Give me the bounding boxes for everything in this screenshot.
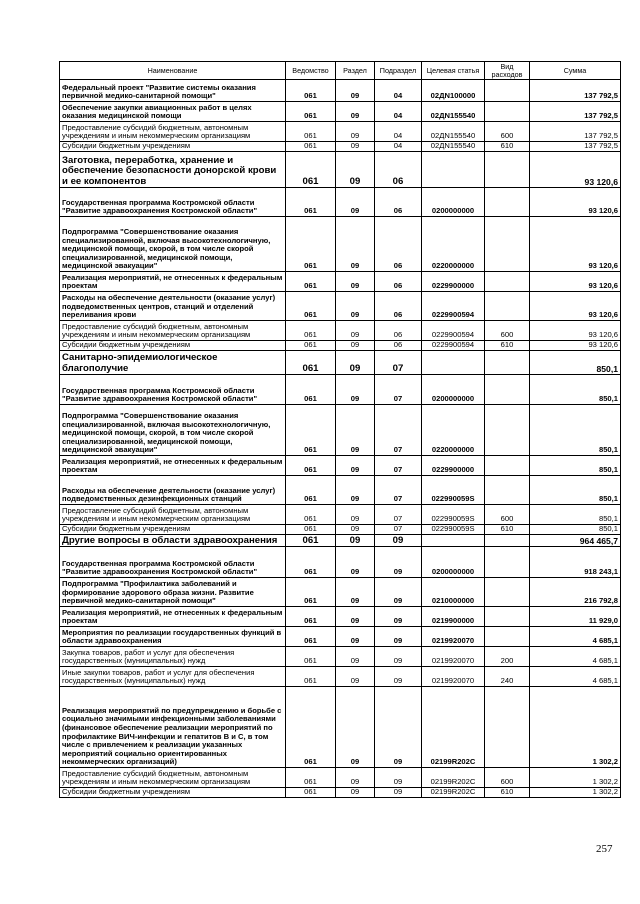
header-vedomstvo: Ведомство [286, 62, 336, 80]
cell-celevaya-statya: 0219900000 [422, 607, 485, 627]
cell-vedomstvo: 061 [286, 578, 336, 607]
cell-razdel: 09 [336, 505, 375, 525]
cell-vid-rashodov [485, 627, 530, 647]
header-razdel: Раздел [336, 62, 375, 80]
cell-celevaya-statya: 0219920070 [422, 647, 485, 667]
cell-razdel: 09 [336, 476, 375, 505]
cell-vid-rashodov [485, 80, 530, 102]
cell-vid-rashodov: 600 [485, 321, 530, 341]
cell-vid-rashodov [485, 578, 530, 607]
cell-vid-rashodov [485, 375, 530, 405]
cell-vedomstvo: 061 [286, 142, 336, 152]
cell-vid-rashodov: 610 [485, 788, 530, 798]
cell-celevaya-statya: 02199R202C [422, 768, 485, 788]
cell-vedomstvo: 061 [286, 667, 336, 687]
header-summa: Сумма [530, 62, 621, 80]
cell-summa: 850,1 [530, 375, 621, 405]
cell-vid-rashodov: 600 [485, 768, 530, 788]
cell-podrazdel: 07 [375, 505, 422, 525]
cell-razdel: 09 [336, 152, 375, 188]
cell-name: Реализация мероприятий, не отнесенных к федеральным проектам [60, 607, 286, 627]
cell-razdel: 09 [336, 627, 375, 647]
cell-name: Мероприятия по реализации государственных функций в области здравоохранения [60, 627, 286, 647]
cell-vedomstvo: 061 [286, 547, 336, 578]
cell-vedomstvo: 061 [286, 102, 336, 122]
cell-name: Обеспечение закупки авиационных работ в целях оказания медицинской помощи [60, 102, 286, 122]
cell-podrazdel: 06 [375, 152, 422, 188]
cell-celevaya-statya: 0210000000 [422, 578, 485, 607]
cell-vid-rashodov: 610 [485, 525, 530, 535]
cell-vid-rashodov [485, 476, 530, 505]
cell-summa: 11 929,0 [530, 607, 621, 627]
cell-podrazdel: 07 [375, 476, 422, 505]
cell-summa: 93 120,6 [530, 217, 621, 272]
cell-celevaya-statya: 02199R202C [422, 687, 485, 768]
cell-summa: 93 120,6 [530, 188, 621, 217]
cell-vedomstvo: 061 [286, 152, 336, 188]
cell-vedomstvo: 061 [286, 217, 336, 272]
cell-name: Расходы на обеспечение деятельности (оказание услуг) подведомственных дезинфекционных станций [60, 476, 286, 505]
cell-celevaya-statya [422, 351, 485, 375]
cell-name: Государственная программа Костромской области "Развитие здравоохранения Костромской области" [60, 375, 286, 405]
cell-vid-rashodov [485, 102, 530, 122]
cell-summa: 1 302,2 [530, 788, 621, 798]
cell-vedomstvo: 061 [286, 122, 336, 142]
cell-name: Государственная программа Костромской области "Развитие здравоохранения Костромской области" [60, 547, 286, 578]
cell-vid-rashodov: 600 [485, 505, 530, 525]
cell-name: Субсидии бюджетным учреждениям [60, 525, 286, 535]
table-row [60, 217, 621, 272]
table-row [60, 341, 621, 351]
header-podrazdel: Подраздел [375, 62, 422, 80]
cell-podrazdel: 07 [375, 456, 422, 476]
cell-celevaya-statya: 022990059S [422, 476, 485, 505]
cell-podrazdel: 09 [375, 627, 422, 647]
cell-summa: 93 120,6 [530, 152, 621, 188]
table-row [60, 505, 621, 525]
cell-name: Реализация мероприятий по предупреждению и борьбе с социально значимыми инфекционными заболеваниями (финансовое обеспечение реализации мероприятий по профилактике ВИЧ-инфекции и гепатитов В и С, в том числе с привлечением к реализации указанных мероприятий социально ориентированных некоммерческих организаций) [60, 687, 286, 768]
cell-razdel: 09 [336, 122, 375, 142]
table-row [60, 80, 621, 102]
cell-podrazdel: 07 [375, 525, 422, 535]
cell-celevaya-statya: 02ДN100000 [422, 80, 485, 102]
table-row [60, 405, 621, 456]
cell-podrazdel: 09 [375, 535, 422, 547]
cell-razdel: 09 [336, 102, 375, 122]
cell-vid-rashodov [485, 188, 530, 217]
cell-razdel: 09 [336, 578, 375, 607]
cell-podrazdel: 09 [375, 667, 422, 687]
cell-celevaya-statya: 02ДN155540 [422, 102, 485, 122]
cell-razdel: 09 [336, 768, 375, 788]
cell-name: Предоставление субсидий бюджетным, автономным учреждениям и иным некоммерческим организациям [60, 768, 286, 788]
cell-vid-rashodov: 240 [485, 667, 530, 687]
cell-celevaya-statya: 0219920070 [422, 667, 485, 687]
table-row [60, 102, 621, 122]
cell-celevaya-statya: 02ДN155540 [422, 142, 485, 152]
cell-name: Реализация мероприятий, не отнесенных к федеральным проектам [60, 272, 286, 292]
cell-name: Предоставление субсидий бюджетным, автономным учреждениям и иным некоммерческим организациям [60, 505, 286, 525]
cell-podrazdel: 06 [375, 217, 422, 272]
table-row [60, 456, 621, 476]
cell-name: Реализация мероприятий, не отнесенных к федеральным проектам [60, 456, 286, 476]
cell-celevaya-statya: 0200000000 [422, 547, 485, 578]
cell-vedomstvo: 061 [286, 188, 336, 217]
cell-celevaya-statya: 0219920070 [422, 627, 485, 647]
table-row [60, 667, 621, 687]
cell-vedomstvo: 061 [286, 272, 336, 292]
cell-vedomstvo: 061 [286, 505, 336, 525]
cell-celevaya-statya: 022990059S [422, 525, 485, 535]
cell-name: Санитарно-эпидемиологическое благополучие [60, 351, 286, 375]
table-row [60, 122, 621, 142]
table-row [60, 547, 621, 578]
cell-name: Субсидии бюджетным учреждениям [60, 142, 286, 152]
cell-vedomstvo: 061 [286, 647, 336, 667]
cell-razdel: 09 [336, 456, 375, 476]
cell-vedomstvo: 061 [286, 687, 336, 768]
cell-vid-rashodov [485, 152, 530, 188]
cell-razdel: 09 [336, 142, 375, 152]
cell-celevaya-statya: 0229900000 [422, 272, 485, 292]
cell-summa: 964 465,7 [530, 535, 621, 547]
cell-podrazdel: 07 [375, 351, 422, 375]
cell-podrazdel: 04 [375, 122, 422, 142]
table-row [60, 535, 621, 547]
table-row [60, 607, 621, 627]
table-row [60, 152, 621, 188]
cell-celevaya-statya: 0220000000 [422, 217, 485, 272]
table-body [60, 80, 621, 798]
header-vid-rashodov: Вид расходов [485, 62, 530, 80]
cell-summa: 137 792,5 [530, 80, 621, 102]
cell-vid-rashodov [485, 607, 530, 627]
cell-podrazdel: 09 [375, 578, 422, 607]
cell-vedomstvo: 061 [286, 292, 336, 321]
cell-celevaya-statya: 0229900000 [422, 456, 485, 476]
table-row [60, 687, 621, 768]
cell-razdel: 09 [336, 80, 375, 102]
cell-summa: 4 685,1 [530, 627, 621, 647]
cell-podrazdel: 06 [375, 321, 422, 341]
cell-summa: 850,1 [530, 476, 621, 505]
cell-razdel: 09 [336, 292, 375, 321]
cell-vid-rashodov: 600 [485, 122, 530, 142]
cell-summa: 137 792,5 [530, 122, 621, 142]
cell-celevaya-statya [422, 152, 485, 188]
cell-razdel: 09 [336, 607, 375, 627]
budget-table [59, 61, 621, 798]
cell-celevaya-statya: 022990059S [422, 505, 485, 525]
table-row [60, 627, 621, 647]
cell-podrazdel: 07 [375, 375, 422, 405]
table-row [60, 272, 621, 292]
cell-razdel: 09 [336, 788, 375, 798]
cell-celevaya-statya: 0229900594 [422, 341, 485, 351]
cell-name: Другие вопросы в области здравоохранения [60, 535, 286, 547]
cell-vid-rashodov [485, 292, 530, 321]
cell-razdel: 09 [336, 188, 375, 217]
cell-podrazdel: 04 [375, 80, 422, 102]
table-row [60, 292, 621, 321]
cell-name: Подпрограмма "Совершенствование оказания специализированной, включая высокотехнологичную, медицинской помощи, скорой, в том числе скорой специализированной, медицинской помощи, медицинской эвакуации" [60, 405, 286, 456]
cell-name: Подпрограмма "Совершенствование оказания специализированной, включая высокотехнологичную, медицинской помощи, скорой, в том числе скорой специализированной, медицинской помощи, медицинской эвакуации" [60, 217, 286, 272]
cell-vedomstvo: 061 [286, 525, 336, 535]
cell-razdel: 09 [336, 667, 375, 687]
cell-vedomstvo: 061 [286, 456, 336, 476]
cell-razdel: 09 [336, 535, 375, 547]
cell-name: Субсидии бюджетным учреждениям [60, 341, 286, 351]
cell-podrazdel: 06 [375, 188, 422, 217]
cell-vid-rashodov [485, 535, 530, 547]
cell-summa: 137 792,5 [530, 142, 621, 152]
cell-summa: 850,1 [530, 505, 621, 525]
cell-summa: 216 792,8 [530, 578, 621, 607]
cell-vedomstvo: 061 [286, 341, 336, 351]
cell-vedomstvo: 061 [286, 321, 336, 341]
table-row [60, 768, 621, 788]
table-row [60, 525, 621, 535]
cell-celevaya-statya: 0200000000 [422, 188, 485, 217]
cell-vid-rashodov [485, 547, 530, 578]
cell-vedomstvo: 061 [286, 80, 336, 102]
cell-summa: 850,1 [530, 405, 621, 456]
cell-razdel: 09 [336, 321, 375, 341]
table-row [60, 142, 621, 152]
cell-vid-rashodov [485, 456, 530, 476]
cell-vid-rashodov [485, 272, 530, 292]
cell-podrazdel: 09 [375, 788, 422, 798]
cell-vedomstvo: 061 [286, 768, 336, 788]
cell-celevaya-statya: 0229900594 [422, 292, 485, 321]
table-row [60, 375, 621, 405]
header-celevaya-statya: Целевая статья [422, 62, 485, 80]
table-row [60, 647, 621, 667]
cell-podrazdel: 06 [375, 272, 422, 292]
cell-vedomstvo: 061 [286, 535, 336, 547]
cell-celevaya-statya: 0200000000 [422, 375, 485, 405]
cell-name: Предоставление субсидий бюджетным, автономным учреждениям и иным некоммерческим организациям [60, 122, 286, 142]
cell-name: Расходы на обеспечение деятельности (оказание услуг) подведомственных центров, станций и отделений переливания крови [60, 292, 286, 321]
cell-name: Субсидии бюджетным учреждениям [60, 788, 286, 798]
cell-razdel: 09 [336, 687, 375, 768]
cell-razdel: 09 [336, 272, 375, 292]
cell-vid-rashodov: 610 [485, 142, 530, 152]
cell-summa: 93 120,6 [530, 272, 621, 292]
cell-name: Государственная программа Костромской области "Развитие здравоохранения Костромской области" [60, 188, 286, 217]
table-header-row [60, 62, 621, 80]
cell-vid-rashodov [485, 687, 530, 768]
cell-summa: 1 302,2 [530, 687, 621, 768]
cell-vedomstvo: 061 [286, 405, 336, 456]
cell-vid-rashodov [485, 405, 530, 456]
cell-celevaya-statya: 02199R202C [422, 788, 485, 798]
cell-summa: 137 792,5 [530, 102, 621, 122]
cell-vid-rashodov [485, 351, 530, 375]
cell-summa: 93 120,6 [530, 292, 621, 321]
table-row [60, 578, 621, 607]
cell-summa: 93 120,6 [530, 321, 621, 341]
cell-celevaya-statya: 0220000000 [422, 405, 485, 456]
cell-summa: 850,1 [530, 525, 621, 535]
cell-razdel: 09 [336, 547, 375, 578]
cell-summa: 850,1 [530, 351, 621, 375]
cell-podrazdel: 09 [375, 768, 422, 788]
table-row [60, 351, 621, 375]
cell-razdel: 09 [336, 647, 375, 667]
cell-name: Подпрограмма "Профилактика заболеваний и формирование здорового образа жизни. Развитие первичной медико-санитарной помощи" [60, 578, 286, 607]
header-name: Наименование [60, 62, 286, 80]
table-row [60, 788, 621, 798]
cell-celevaya-statya: 02ДN155540 [422, 122, 485, 142]
cell-vid-rashodov: 200 [485, 647, 530, 667]
cell-summa: 4 685,1 [530, 647, 621, 667]
cell-podrazdel: 09 [375, 647, 422, 667]
page-number: 257 [596, 843, 613, 855]
table-row [60, 476, 621, 505]
cell-razdel: 09 [336, 525, 375, 535]
cell-summa: 1 302,2 [530, 768, 621, 788]
cell-name: Федеральный проект "Развитие системы оказания первичной медико-санитарной помощи" [60, 80, 286, 102]
cell-razdel: 09 [336, 375, 375, 405]
cell-podrazdel: 04 [375, 142, 422, 152]
cell-vedomstvo: 061 [286, 788, 336, 798]
cell-summa: 918 243,1 [530, 547, 621, 578]
cell-podrazdel: 09 [375, 687, 422, 768]
cell-vedomstvo: 061 [286, 351, 336, 375]
table-row [60, 321, 621, 341]
cell-vedomstvo: 061 [286, 375, 336, 405]
cell-razdel: 09 [336, 405, 375, 456]
table-row [60, 188, 621, 217]
cell-summa: 4 685,1 [530, 667, 621, 687]
cell-vid-rashodov: 610 [485, 341, 530, 351]
cell-podrazdel: 07 [375, 405, 422, 456]
cell-razdel: 09 [336, 351, 375, 375]
cell-celevaya-statya: 0229900594 [422, 321, 485, 341]
cell-podrazdel: 09 [375, 607, 422, 627]
cell-vedomstvo: 061 [286, 627, 336, 647]
cell-name: Закупка товаров, работ и услуг для обеспечения государственных (муниципальных) нужд [60, 647, 286, 667]
cell-vedomstvo: 061 [286, 476, 336, 505]
cell-summa: 93 120,6 [530, 341, 621, 351]
cell-podrazdel: 04 [375, 102, 422, 122]
cell-razdel: 09 [336, 341, 375, 351]
cell-podrazdel: 09 [375, 547, 422, 578]
cell-celevaya-statya [422, 535, 485, 547]
cell-name: Иные закупки товаров, работ и услуг для обеспечения государственных (муниципальных) нужд [60, 667, 286, 687]
cell-name: Заготовка, переработка, хранение и обеспечение безопасности донорской крови и ее компонентов [60, 152, 286, 188]
cell-vid-rashodov [485, 217, 530, 272]
cell-vedomstvo: 061 [286, 607, 336, 627]
cell-summa: 850,1 [530, 456, 621, 476]
cell-razdel: 09 [336, 217, 375, 272]
cell-podrazdel: 06 [375, 341, 422, 351]
cell-name: Предоставление субсидий бюджетным, автономным учреждениям и иным некоммерческим организациям [60, 321, 286, 341]
cell-podrazdel: 06 [375, 292, 422, 321]
